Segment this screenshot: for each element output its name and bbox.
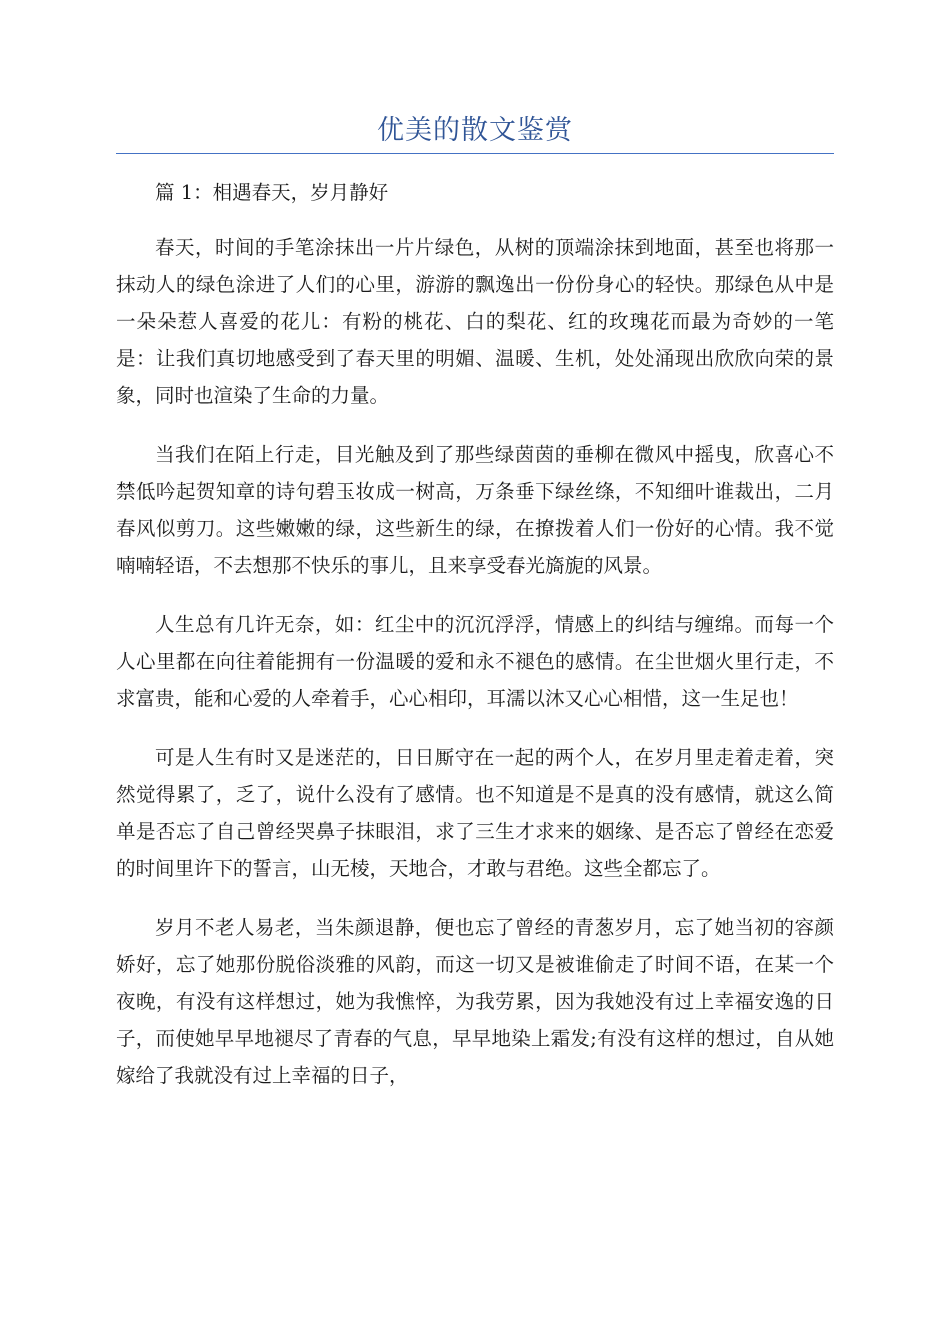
section-heading: 篇 1：相遇春天，岁月静好 xyxy=(155,181,389,204)
title-underline-rule xyxy=(116,153,834,154)
body-paragraph-2: 当我们在陌上行走，目光触及到了那些绿茵茵的垂柳在微风中摇曳，欣喜心不禁低吟起贺知章的诗句碧玉妆成一树高，万条垂下绿丝绦，不知细叶谁裁出，二月春风似剪刀。这些嫩嫩的绿，这些新生的绿，在撩拨着人们一份好的心情。我不觉喃喃轻语，不去想那不快乐的事儿，且来享受春光旖旎的风景。 xyxy=(116,443,834,577)
body-paragraph-1: 春天，时间的手笔涂抹出一片片绿色，从树的顶端涂抹到地面，甚至也将那一抹动人的绿色涂进了人们的心里，游游的飘逸出一份份身心的轻快。那绿色从中是一朵朵惹人喜爱的花儿：有粉的桃花、白的梨花、红的玫瑰花而最为奇妙的一笔是：让我们真切地感受到了春天里的明媚、温暖、生机，处处涌现出欣欣向荣的景象，同时也渲染了生命的力量。 xyxy=(116,236,834,407)
body-paragraph-5: 岁月不老人易老，当朱颜退静，便也忘了曾经的青葱岁月，忘了她当初的容颜娇好，忘了她那份脱俗淡雅的风韵，而这一切又是被谁偷走了时间不语，在某一个夜晚，有没有这样想过，她为我憔悴，为我劳累，因为我她没有过上幸福安逸的日子，而使她早早地褪尽了青春的气息，早早地染上霜发;有没有这样的想过，自从她嫁给了我就没有过上幸福的日子， xyxy=(116,916,834,1087)
body-paragraph-4: 可是人生有时又是迷茫的，日日厮守在一起的两个人，在岁月里走着走着，突然觉得累了，乏了，说什么没有了感情。也不知道是不是真的没有感情，就这么简单是否忘了自己曾经哭鼻子抹眼泪，求了三生才求来的姻缘、是否忘了曾经在恋爱的时间里许下的誓言，山无棱，天地合，才敢与君绝。这些全都忘了。 xyxy=(116,746,834,880)
document-page xyxy=(116,0,834,1094)
document-title: 优美的散文鉴赏 xyxy=(377,115,573,146)
body-paragraph-3: 人生总有几许无奈，如：红尘中的沉沉浮浮，情感上的纠结与缠绵。而每一个人心里都在向往着能拥有一份温暖的爱和永不褪色的感情。在尘世烟火里行走，不求富贵，能和心爱的人牵着手，心心相印，耳濡以沐又心心相惜，这一生足也！ xyxy=(116,613,834,710)
